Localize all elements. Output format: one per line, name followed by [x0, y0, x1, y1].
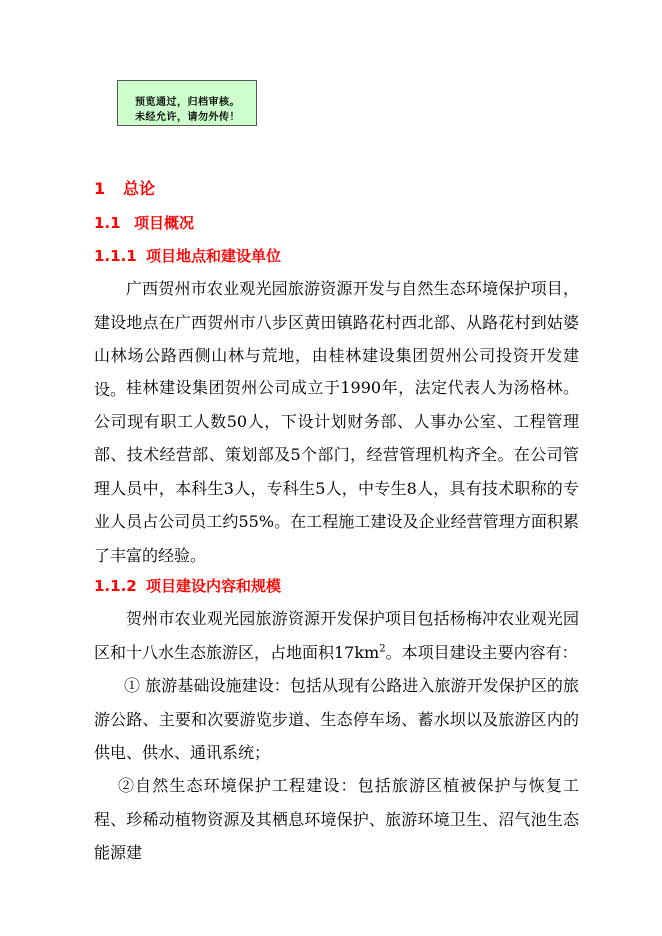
- paragraph-location: 广西贺州市农业观光园旅游资源开发与自然生态环境保护项目，建设地点在广西贺州市八步区黄田镇路花村西北部、从路花村到姑婆山林场公路西侧山林与荒地，由桂林建设集团贺州公司投资开发建设。: [94, 279, 579, 399]
- heading-1-title: 总论: [123, 179, 156, 198]
- heading-1: [94, 176, 155, 199]
- scope-text-end: 。本项目建设主要内容有：: [385, 642, 578, 662]
- paragraph-scope: [94, 602, 579, 669]
- heading-1-1-2-number: 1.1.2: [94, 577, 137, 595]
- heading-1-1-1: [94, 245, 281, 266]
- heading-1-1-2-title: 项目建设内容和规模: [146, 577, 282, 595]
- notice-line-1: 预览通过，归档审核。: [135, 97, 240, 108]
- paragraph-company: 桂林建设集团贺州公司成立于1990年，法定代表人为汤格林。公司现有职工人数50人，下设计划财务部、人事办公室、工程管理部、技术经营部、策划部及5个部门，经营管理机构齐全。在公司管理人员中，本科生3人，专科生5人，中专生8人，具有技术职称的专业人员占公司员工约55%。在工程施工建设及企业经营管理方面积累了丰富的经验。: [94, 378, 579, 565]
- heading-1-1-1-number: 1.1.1: [94, 247, 137, 265]
- heading-1-1: [94, 212, 194, 233]
- notice-line-2: 未经允许，请勿外传！: [135, 112, 240, 123]
- notice-stamp: [117, 80, 257, 126]
- heading-1-1-number: 1.1: [94, 214, 121, 232]
- list-item-infrastructure: ① 旅游基础设施建设：包括从现有公路进入旅游开发保护区的旅游公路、主要和次要游览步道、生态停车场、蓄水坝以及旅游区内的供电、供水、通讯系统；: [94, 676, 579, 762]
- heading-1-1-1-title: 项目地点和建设单位: [146, 247, 282, 265]
- area-superscript: 2: [379, 643, 386, 655]
- heading-1-1-title: 项目概况: [134, 214, 195, 232]
- heading-1-1-2: [94, 575, 281, 596]
- list-item-ecology: ②自然生态环境保护工程建设：包括旅游区植被保护与恢复工程、珍稀动植物资源及其栖息环境保护、旅游环境卫生、沼气池生态能源建: [94, 776, 579, 862]
- heading-1-number: 1: [94, 179, 106, 198]
- scope-text: 贺州市农业观光园旅游资源开发保护项目包括杨梅冲农业观光园区和十八水生态旅游区，占地面积17km: [94, 609, 579, 662]
